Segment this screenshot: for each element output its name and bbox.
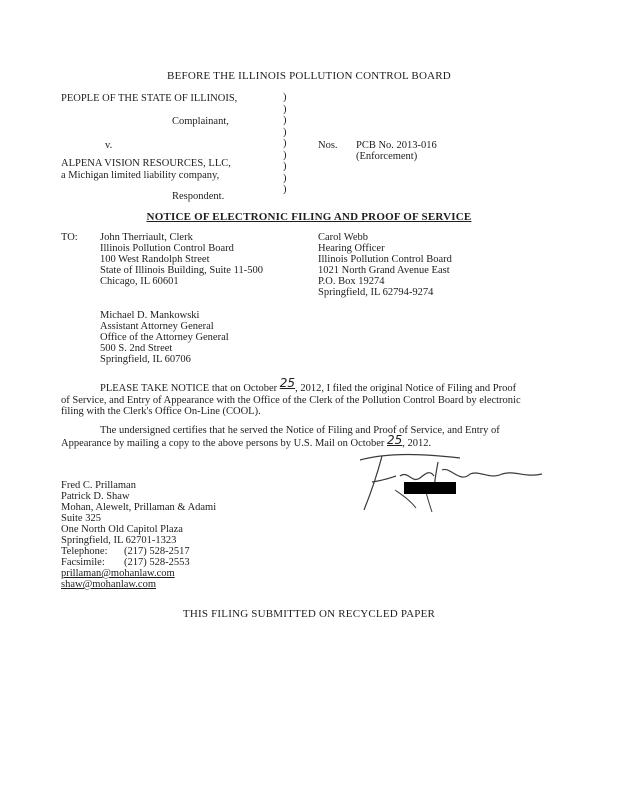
- recipient-line: Assistant Attorney General: [100, 321, 214, 332]
- notice-text-end: , 2012, I filed the original Notice of Filing and Proof: [295, 383, 517, 394]
- counsel-line: Suite 325: [61, 513, 101, 524]
- email-link[interactable]: shaw@mohanlaw.com: [61, 579, 157, 590]
- recipient-line: Chicago, IL 60601: [100, 276, 179, 287]
- counsel-line: Fred C. Prillaman: [61, 480, 136, 491]
- recipient-line: Carol Webb: [318, 232, 368, 243]
- recipient-line: P.O. Box 19274: [318, 276, 385, 287]
- case-type: (Enforcement): [356, 151, 418, 162]
- recipient-line: 500 S. 2nd Street: [100, 343, 173, 354]
- document-title: NOTICE OF ELECTRONIC FILING AND PROOF OF SERVICE: [146, 211, 472, 223]
- case-number: PCB No. 2013-016: [356, 140, 437, 151]
- recycled-paper-footer: THIS FILING SUBMITTED ON RECYCLED PAPER: [182, 608, 436, 620]
- recipient-line: Office of the Attorney General: [100, 332, 229, 343]
- fax-label: Facsimile:: [61, 557, 105, 568]
- recipient-line: John Therriault, Clerk: [100, 232, 193, 243]
- counsel-line: One North Old Capitol Plaza: [61, 524, 183, 535]
- recipient-line: Illinois Pollution Control Board: [318, 254, 452, 265]
- plaintiff-name: PEOPLE OF THE STATE OF ILLINOIS,: [61, 93, 238, 104]
- phone-value: (217) 528-2517: [124, 546, 190, 557]
- phone-label: Telephone:: [61, 546, 108, 557]
- recipient-line: Hearing Officer: [318, 243, 385, 254]
- certify-line-2-start: Appearance by mailing a copy to the above persons by U.S. Mail on October: [61, 437, 385, 449]
- redaction-bar: [404, 482, 456, 494]
- recipient-line: Springfield, IL 62794-9274: [318, 287, 434, 298]
- nos-label: Nos.: [318, 140, 338, 151]
- recipient-line: Illinois Pollution Control Board: [100, 243, 234, 254]
- counsel-line: Mohan, Alewelt, Prillaman & Adami: [61, 502, 217, 513]
- plaintiff-role: Complainant,: [172, 116, 229, 127]
- counsel-line: Springfield, IL 62701-1323: [61, 535, 177, 546]
- notice-text-start: PLEASE TAKE NOTICE that on October: [100, 383, 278, 394]
- defendant-name: ALPENA VISION RESOURCES, LLC,: [61, 158, 231, 169]
- recipient-line: Michael D. Mankowski: [100, 310, 200, 321]
- notice-line-2: of Service, and Entry of Appearance with the Office of the Clerk of the Pollution Control Board by electronic: [61, 394, 521, 406]
- caption-bracket: ) ) ) ) ) ) ) ) ): [283, 92, 287, 195]
- notice-line-3: filing with the Clerk's Office On-Line (COOL).: [61, 406, 261, 418]
- versus-text: v.: [105, 140, 113, 151]
- certify-line-2-end: , 2012.: [402, 437, 432, 449]
- defendant-role: Respondent.: [172, 191, 225, 202]
- fax-value: (217) 528-2553: [124, 557, 190, 568]
- handwritten-date: 25: [279, 376, 296, 390]
- recipient-line: State of Illinois Building, Suite 11-500: [100, 265, 263, 276]
- email-link[interactable]: prillaman@mohanlaw.com: [61, 568, 175, 579]
- counsel-line: Patrick D. Shaw: [61, 491, 130, 502]
- notice-paragraph: [61, 376, 559, 418]
- to-label: TO:: [61, 232, 78, 243]
- recipient-line: 1021 North Grand Avenue East: [318, 265, 450, 276]
- certify-line-1: The undersigned certifies that he served the Notice of Filing and Proof of Service, and Entry of: [100, 425, 500, 436]
- defendant-description: a Michigan limited liability company,: [61, 170, 220, 181]
- recipient-line: Springfield, IL 60706: [100, 354, 191, 365]
- board-header: BEFORE THE ILLINOIS POLLUTION CONTROL BOARD: [167, 70, 451, 82]
- handwritten-date-2: 25: [387, 432, 403, 447]
- recipient-line: 100 West Randolph Street: [100, 254, 210, 265]
